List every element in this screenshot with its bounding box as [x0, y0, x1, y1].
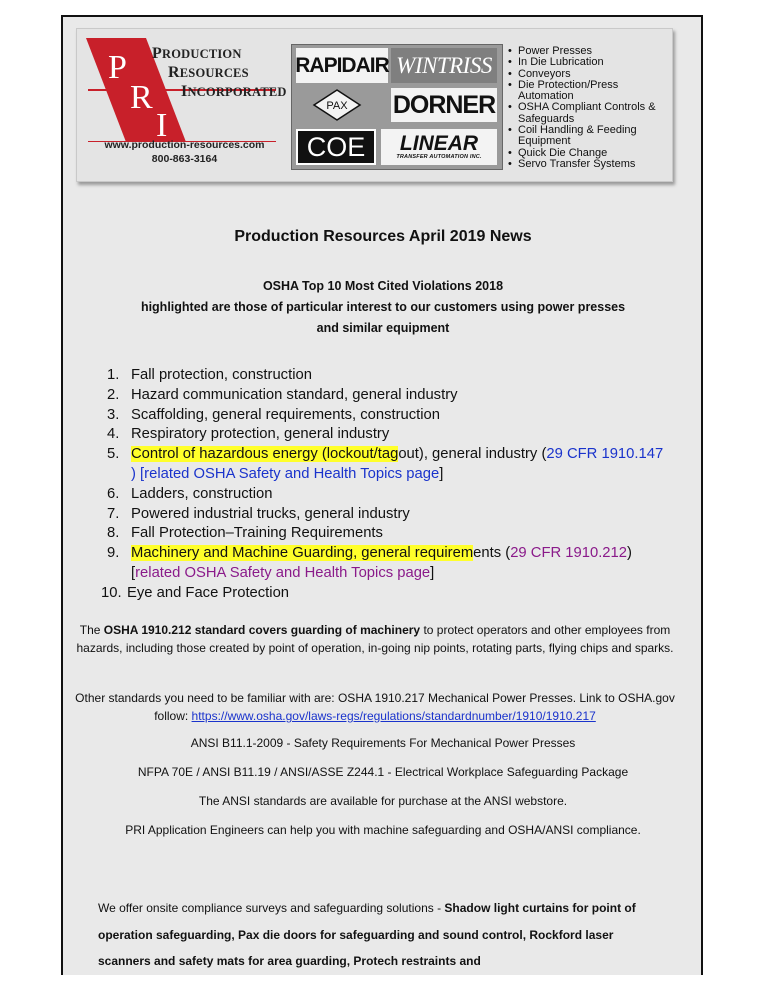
list-note-line2: and similar equipment	[316, 321, 450, 335]
highlight-text: Machinery and Machine Guarding, general requirem	[131, 545, 474, 562]
linear-logo-subtitle: TRANSFER AUTOMATION INC.	[396, 154, 482, 161]
company-name-line1: PRODUCTION	[152, 45, 242, 62]
dorner-logo: DORNER	[391, 88, 497, 122]
violation-item-highlighted: 5. Control of hazardous energy (lockout/tagout), general industry (29 CFR 1910.147 ) [related OSHA Safety and Health Topics page]	[107, 446, 664, 482]
service-item: • OSHA Compliant Controls & Safeguards	[508, 102, 673, 125]
list-note-line1: highlighted are those of particular interest to our customers using power presses	[140, 300, 626, 314]
ansi-webstore-line: The ANSI standards are available for purchase at the ANSI webstore.	[198, 794, 568, 808]
list-heading: OSHA Top 10 Most Cited Violations 2018	[262, 279, 504, 293]
linear-logo	[381, 129, 497, 165]
violation-item: 2. Hazard communication standard, general industry	[107, 386, 458, 403]
linear-logo-text: LINEAR	[399, 132, 479, 156]
wintriss-logo: WINTRISS	[391, 48, 497, 83]
violation-item: 6. Ladders, construction	[107, 485, 273, 502]
standards-paragraph: Other standards you need to be familiar with are: OSHA 1910.217 Mechanical Power Presses. Link to OSHA.gov follow: https://www.osha.gov/laws-regs/regulations/standardnumber/1910/1910.217	[75, 691, 675, 723]
monogram-p: P	[108, 49, 127, 86]
topics-link[interactable]: related OSHA Safety and Health Topics page	[135, 564, 431, 581]
osha-212-paragraph: The OSHA 1910.212 standard covers guarding of machinery to protect operators and other employees from hazards, including those created by point of operation, in-going nip points, rotating parts, flying chips and sparks.	[76, 623, 674, 655]
monogram-r: R	[130, 79, 153, 116]
violation-item: 8. Fall Protection–Training Requirements	[107, 525, 383, 542]
violations-list	[101, 366, 681, 604]
engineers-line: PRI Application Engineers can help you with machine safeguarding and OSHA/ANSI compliance.	[125, 823, 641, 837]
service-item: • Power Presses	[508, 46, 673, 57]
service-item: • Conveyors	[508, 69, 673, 80]
cfr-link[interactable]: 29 CFR 1910.147	[546, 446, 664, 463]
brand-logos	[291, 44, 503, 170]
violation-item: 3. Scaffolding, general requirements, construction	[107, 406, 440, 423]
violation-item-highlighted: 9. Machinery and Machine Guarding, general requirements (29 CFR 1910.212) [related OSHA Safety and Health Topics page]	[107, 545, 632, 581]
service-item: • Servo Transfer Systems	[508, 159, 673, 170]
pax-logo-text: PAX	[326, 100, 348, 112]
newsletter-title: Production Resources April 2019 News	[234, 228, 532, 245]
topics-link[interactable]: related OSHA Safety and Health Topics page	[144, 465, 440, 482]
service-item: • In Die Lubrication	[508, 57, 673, 68]
violation-item: 4. Respiratory protection, general industry	[107, 426, 390, 443]
osha-1910-217-link[interactable]: https://www.osha.gov/laws-regs/regulations/standardnumber/1910/1910.217	[191, 709, 596, 723]
violation-item: 7. Powered industrial trucks, general industry	[107, 505, 410, 522]
header-banner	[76, 28, 673, 182]
service-item: • Coil Handling & Feeding Equipment	[508, 125, 673, 148]
cfr-link[interactable]: 29 CFR 1910.212	[510, 545, 627, 562]
highlight-text: Control of hazardous energy (lockout/tag	[131, 446, 399, 463]
service-item: • Die Protection/Press Automation	[508, 80, 673, 103]
company-name-line2: RESOURCES	[168, 64, 249, 81]
solutions-paragraph: We offer onsite compliance surveys and safeguarding solutions - Shadow light curtains for point of operation safeguarding, Pax die doors for safeguarding and sound control, Rockford laser scanners and safety mats for area guarding, Protech restraints and	[98, 901, 636, 968]
rapidair-logo: RAPIDAIR	[296, 48, 388, 83]
newsletter-frame	[61, 15, 703, 975]
services-list	[508, 46, 673, 170]
company-name-line3: INCORPORATED	[181, 83, 287, 100]
list-intro	[83, 276, 683, 339]
violation-item: 1. Fall protection, construction	[107, 367, 312, 383]
nfpa-line: NFPA 70E / ANSI B11.19 / ANSI/ASSE Z244.1 - Electrical Workplace Safeguarding Package	[137, 765, 629, 779]
ansi-b11-1-line: ANSI B11.1-2009 - Safety Requirements For Mechanical Power Presses	[190, 736, 576, 750]
company-url: www.production-resources.com	[104, 139, 265, 151]
monogram-i: I	[156, 107, 168, 142]
service-item: • Quick Die Change	[508, 148, 673, 159]
company-phone: 800-863-3164	[151, 153, 218, 165]
pax-logo	[312, 88, 362, 122]
coe-logo: COE	[296, 129, 376, 165]
violation-item: 10. Eye and Face Protection	[101, 584, 290, 601]
